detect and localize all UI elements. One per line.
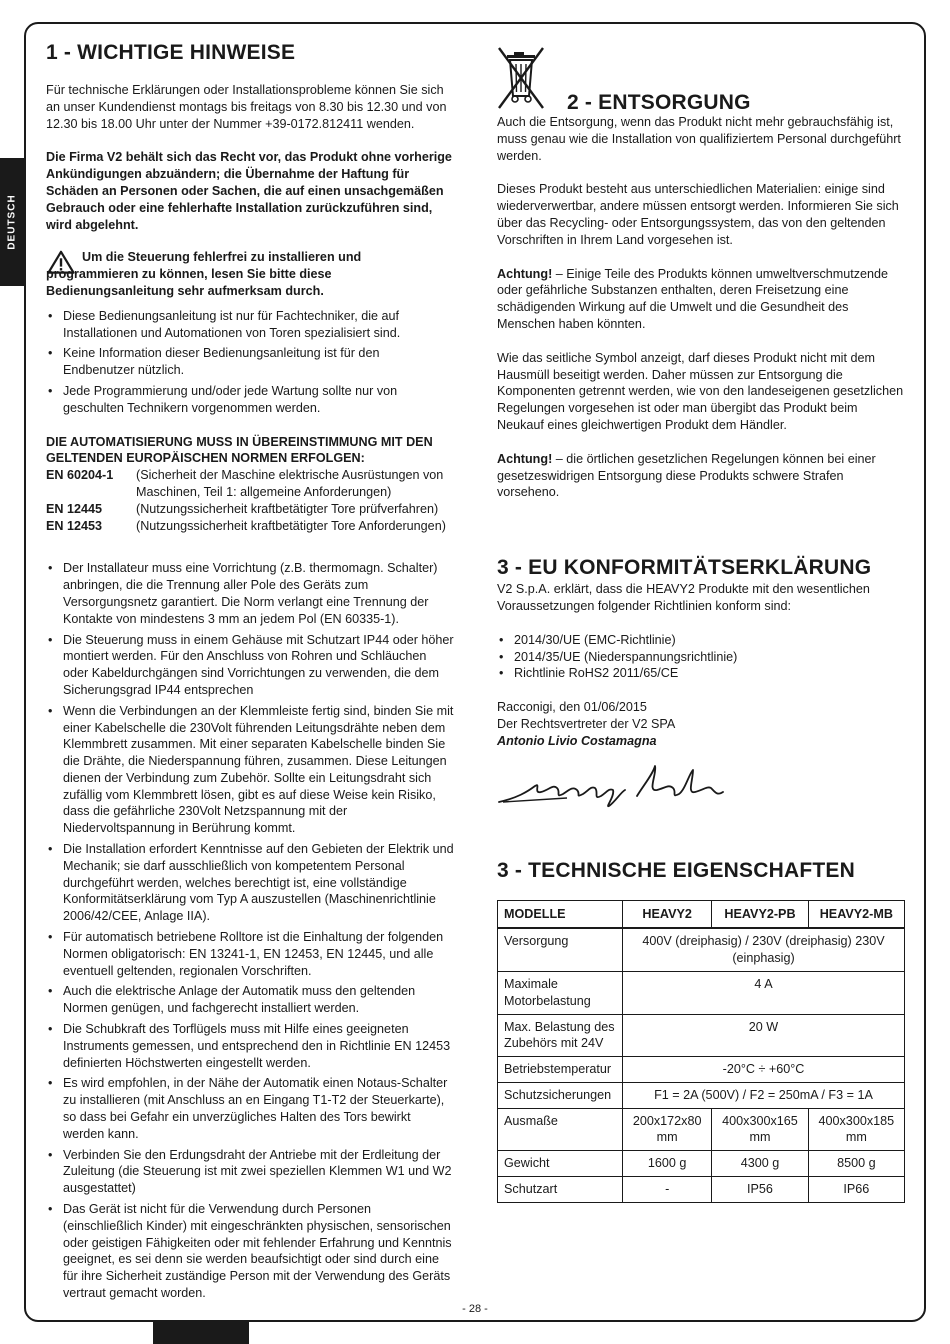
list-item: • Die Steuerung muss in einem Gehäuse mit Schutzart IP44 oder höher montiert werden. Für den Anschluss von Rohren und Schläuchen oder Kabeldurchgängen sind Vorrichtungen zu verwenden, die dem Sicherungsgrad IP44 entsprechen — [46, 632, 454, 699]
table-header-row — [498, 900, 905, 928]
norm-row — [46, 518, 454, 535]
table-header: HEAVY2 — [623, 900, 712, 928]
achtung-label: Achtung! — [497, 266, 553, 281]
section3-intro: V2 S.p.A. erklärt, dass die HEAVY2 Produkte mit den wesentlichen Voraussetzungen folgender Richtlinien konform sind: — [497, 582, 870, 613]
section2-para-3 — [497, 266, 907, 333]
crossed-wheelie-bin-icon — [497, 44, 555, 114]
right-column — [497, 40, 907, 1203]
signer-name: Antonio Livio Costamagna — [497, 733, 657, 748]
list-item: • Für automatisch betriebene Rolltore ist die Einhaltung der folgenden Normen obligatorisch: EN 13241-1, EN 12453, EN 12445, und alle eventuell geltenden, regionalen Vorschriften. — [46, 929, 454, 979]
table-header: HEAVY2-MB — [808, 900, 904, 928]
row-value: 4 A — [623, 971, 905, 1014]
list-item: • Keine Information dieser Bedienungsanleitung ist für den Endbenutzer nützlich. — [46, 345, 454, 379]
achtung-label: Achtung! — [497, 451, 553, 466]
list-item: • Jede Programmierung und/oder jede Wartung sollte nur von geschulten Technikern vorgenommen werden. — [46, 383, 454, 417]
section4-title: 3 - TECHNISCHE EIGENSCHAFTEN — [497, 858, 855, 882]
language-tab — [0, 158, 24, 286]
row-label: Maximale Motorbelastung — [498, 971, 623, 1014]
norms-heading: DIE AUTOMATISIERUNG MUSS IN ÜBEREINSTIMMUNG MIT DEN GELTENDEN EUROPÄISCHEN NORMEN ERFOLGEN: — [46, 434, 433, 466]
table-row — [498, 971, 905, 1014]
section2-header — [497, 40, 907, 114]
section2-para-2: Dieses Produkt besteht aus unterschiedlichen Materialien: einige sind wiederverwertbar, andere müssen entsorgt werden. Informieren Sie sich über das Recycling- oder Entsorgungssystem, das von den geltenden Vorschriften in Ihrem Land vorgesehen ist. — [497, 182, 899, 247]
list-item: • Der Installateur muss eine Vorrichtung (z.B. thermomagn. Schalter) anbringen, die die Trennung aller Pole des Geräts zum Versorgungsnetz garantiert. Die Norm verlangt eine Trennung der Kontakte von mindestens 3 mm an jedem Pol (EN 60335-1). — [46, 560, 454, 627]
table-row — [498, 1082, 905, 1108]
row-value: -20°C ÷ +60°C — [623, 1057, 905, 1083]
list-item: • Das Gerät ist nicht für die Verwendung durch Personen (einschließlich Kinder) mit eingeschränkten physischen, sensorischen oder geistigen Fähigkeiten oder mit fehlender Erfahrung und Kenntnis geeignet, es sei denn sie werden beaufsichtigt oder sind durch eine für ihre Sicherheit zuständige Person mit der Verwendung des Geräts vertraut gemacht worden. — [46, 1201, 454, 1302]
section2-title: 2 - ENTSORGUNG — [567, 91, 751, 114]
section3-title: 3 - EU KONFORMITÄTSERKLÄRUNG — [497, 556, 872, 580]
row-label: Betriebstemperatur — [498, 1057, 623, 1083]
row-value: 8500 g — [808, 1151, 904, 1177]
bottom-tab-marker — [153, 1322, 249, 1344]
row-value: 400x300x165 mm — [712, 1108, 808, 1151]
row-label: Schutzart — [498, 1177, 623, 1203]
table-row — [498, 1177, 905, 1203]
list-item: • Die Schubkraft des Torflügels muss mit Hilfe eines geeigneten Instruments gemessen, und entsprechend den in Richtlinie EN 12453 definierten Höchstwerten eingestellt werden. — [46, 1021, 454, 1071]
norm-row — [46, 467, 454, 501]
norm-code: EN 12453 — [46, 518, 103, 533]
row-value: 200x172x80 mm — [623, 1108, 712, 1151]
row-label: Ausmaße — [498, 1108, 623, 1151]
section1-intro: Für technische Erklärungen oder Installationsprobleme können Sie sich an unser Kundendienst montags bis freitags von 8.30 bis 12.30 und von 12.30 bis 18.00 Uhr unter der Nummer +39-0172.812411 wenden. — [46, 83, 447, 131]
warning-text: Um die Steuerung fehlerfrei zu installieren und programmieren zu können, lesen Sie bitte diese Bedienungsanleitung sehr aufmerksam durch. — [46, 250, 362, 298]
list-item: • Wenn die Verbindungen an der Klemmleiste fertig sind, binden Sie mit einer Kabelschelle die 230Volt führenden Leitungsdrähte neben dem Klemmbrett zusammen. Mit einer separaten Kabelschelle binden Sie die Drähte, die Niederspannung führen, zusammen. Diese Leitungen dienen der Verbindung zum Zubehör. Sollte ein Leitungsdraht sich zufällig vom Klemmbrett lösen, gibt es auf diese Weise kein Risiko, dass die gefährliche 230Volt Netzspannung mit der Niedervoltspannung in Berührung kommt. — [46, 703, 454, 837]
row-label: Schutzsicherungen — [498, 1082, 623, 1108]
section2-para-4: Wie das seitliche Symbol anzeigt, darf dieses Produkt nicht mit dem Hausmüll beseitigt werden. Daher müssen zur Entsorgung die Komponenten getrennt werden, wie von den landeseigenen gesetzlichen Regelungen vorgesehen ist oder man übergibt das Produkt beim Neukauf eines gleichwertigen Produkt dem Händler. — [497, 350, 904, 432]
norm-text: (Nutzungssicherheit kraftbetätigter Tore prüfverfahren) — [136, 501, 439, 516]
table-row — [498, 1057, 905, 1083]
page-number: - 28 - — [462, 1303, 488, 1315]
directives-list — [497, 632, 907, 682]
list-item: • Richtlinie RoHS2 2011/65/CE — [497, 665, 907, 682]
row-value: 4300 g — [712, 1151, 808, 1177]
signature-image — [497, 762, 727, 812]
representative: Der Rechtsvertreter der V2 SPA — [497, 716, 676, 731]
norm-text: (Nutzungssicherheit kraftbetätigter Tore Anforderungen) — [136, 518, 446, 533]
table-row — [498, 928, 905, 971]
table-header: HEAVY2-PB — [712, 900, 808, 928]
norm-code: EN 60204-1 — [46, 468, 114, 483]
table-row — [498, 1151, 905, 1177]
list-item: • Auch die elektrische Anlage der Automatik muss den geltenden Normen genügen, und fachgerecht installiert werden. — [46, 983, 454, 1017]
norm-text: (Sicherheit der Maschine elektrische Ausrüstungen von Maschinen, Teil 1: allgemeine Anforderungen) — [136, 468, 444, 499]
achtung-text: – die örtlichen gesetzlichen Regelungen können bei einer gesetzeswidrigen Entsorgung diese Produkts schwere Strafen vorseheno. — [497, 451, 876, 500]
table-header: MODELLE — [498, 900, 623, 928]
list-item: • 2014/30/UE (EMC-Richtlinie) — [497, 632, 907, 649]
row-value: 400V (dreiphasig) / 230V (dreiphasig) 230V (einphasig) — [623, 928, 905, 971]
list-item: • Verbinden Sie den Erdungsdraht der Antriebe mit der Erdleitung der Zuleitung (die Steuerung ist mit zwei speziellen Klemmen W1 und W2 ausgestattet) — [46, 1147, 454, 1197]
row-value: 1600 g — [623, 1151, 712, 1177]
table-row — [498, 1014, 905, 1057]
row-label: Versorgung — [498, 928, 623, 971]
norm-row — [46, 501, 454, 518]
specs-table — [497, 900, 905, 1203]
section1-reserve: Die Firma V2 behält sich das Recht vor, das Produkt ohne vorherige Ankündigungen abzuändern; die Übernahme der Haftung für Schäden an Personen oder Sachen, die auf einen unsachgemäßen Gebrauch oder eine fehlerhafte Installation zurückzuführen sind, wird abgelehnt. — [46, 150, 452, 232]
row-value: F1 = 2A (500V) / F2 = 250mA / F3 = 1A — [623, 1082, 905, 1108]
section1-title: 1 - WICHTIGE HINWEISE — [46, 41, 296, 64]
row-label: Max. Belastung des Zubehörs mit 24V — [498, 1014, 623, 1057]
row-value: - — [623, 1177, 712, 1203]
section2-para-5 — [497, 451, 907, 501]
list-item: • Die Installation erfordert Kenntnisse auf den Gebieten der Elektrik und Mechanik; sie darf ausschließlich von kompetentem Personal durchgeführt werden, welches berechtigt ist, eine vollständige Konformitätserklärung vom Typ A auszustellen (Maschinenrichtlinie 2006/42/CEE, Anlage IIA). — [46, 841, 454, 925]
left-column — [46, 40, 454, 1306]
table-row — [498, 1108, 905, 1151]
row-value: 400x300x185 mm — [808, 1108, 904, 1151]
norms-table — [46, 467, 454, 534]
place-date: Racconigi, den 01/06/2015 — [497, 700, 647, 715]
bullets-list-1 — [46, 308, 454, 417]
row-value: 20 W — [623, 1014, 905, 1057]
list-item: • Diese Bedienungsanleitung ist nur für Fachtechniker, die auf Installationen und Automationen von Toren spezialisiert sind. — [46, 308, 454, 342]
norm-code: EN 12445 — [46, 501, 103, 516]
row-value: IP66 — [808, 1177, 904, 1203]
bullets-list-2 — [46, 560, 454, 1301]
achtung-text: – Einige Teile des Produkts können umweltverschmutzende oder gefährliche Substanzen enthalten, deren Freisetzung eine schädigenden Wirkung auf die Umwelt und die Gesundheit des Menschen haben könnten. — [497, 266, 889, 331]
list-item: • Es wird empfohlen, in der Nähe der Automatik einen Notaus-Schalter zu installieren (mit Anschluss an en Eingang T1-T2 der Steuerkarte), so dass bei Gefahr ein unverzügliches Halten des Tors bewirkt werden kann. — [46, 1075, 454, 1142]
language-tab-label: DEUTSCH — [6, 194, 18, 250]
row-value: IP56 — [712, 1177, 808, 1203]
section2-para-1: Auch die Entsorgung, wenn das Produkt nicht mehr gebrauchsfähig ist, muss genau wie die Installation von qualifiziertem Personal durchgeführt werden. — [497, 115, 901, 163]
list-item: • 2014/35/UE (Niederspannungsrichtlinie) — [497, 649, 907, 666]
row-label: Gewicht — [498, 1151, 623, 1177]
